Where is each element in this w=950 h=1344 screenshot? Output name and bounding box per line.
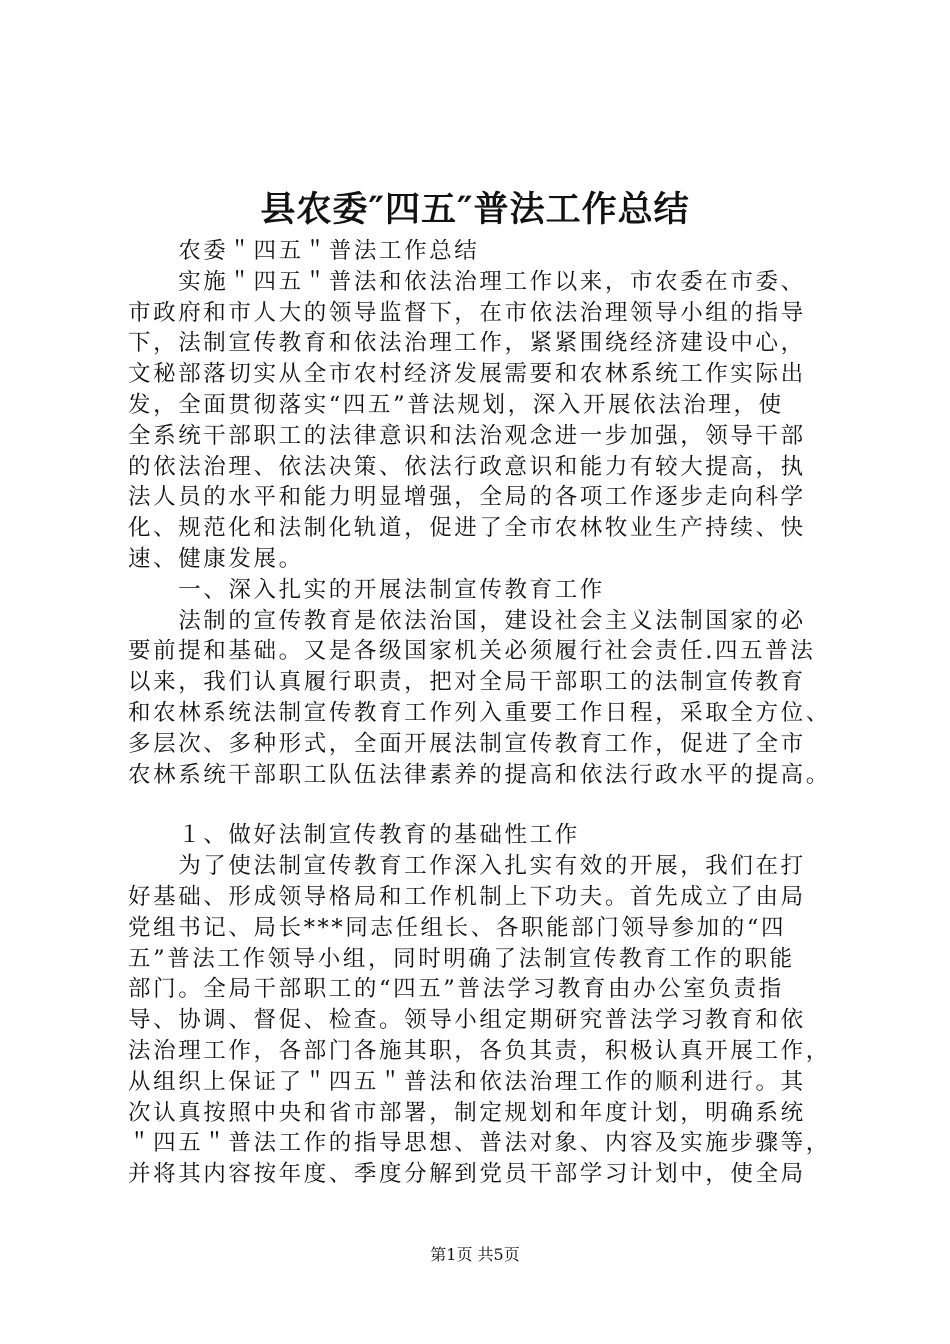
text-line: 下，法制宣传教育和依法治理工作，紧紧围绕经济建设中心，: [128, 330, 806, 357]
text-line: 和农林系统法制宣传教育工作列入重要工作日程，采取全方位、: [128, 699, 831, 726]
text-line: 五”普法工作领导小组，同时明确了法制宣传教育工作的职能: [128, 945, 795, 972]
text-line: 文秘部落切实从全市农村经济发展需要和农林系统工作实际出: [128, 361, 806, 388]
text-line: ＂四五＂普法工作的指导思想、普法对象、内容及实施步骤等，: [128, 1130, 831, 1157]
text-line: 为了使法制宣传教育工作深入扎实有效的开展，我们在打: [128, 853, 806, 880]
text-line: 法治理工作，各部门各施其职，各负其责，积极认真开展工作，: [128, 1037, 831, 1064]
text-line: 实施＂四五＂普法和依法治理工作以来，市农委在市委、: [128, 268, 806, 295]
text-line: 农林系统干部职工队伍法律素养的提高和依法行政水平的提高。: [128, 761, 831, 788]
text-line: 一、深入扎实的开展法制宣传教育工作: [128, 576, 605, 603]
text-line: 法人员的水平和能力明显增强，全局的各项工作逐步走向科学: [128, 484, 806, 511]
text-line: 导、协调、督促、检查。领导小组定期研究普法学习教育和依: [128, 1007, 806, 1034]
text-line: 好基础、形成领导格局和工作机制上下功夫。首先成立了由局: [128, 883, 806, 910]
text-line: 速、健康发展。: [128, 545, 304, 572]
text-line: １、做好法制宣传教育的基础性工作: [128, 822, 580, 849]
text-line: 多层次、多种形式，全面开展法制宣传教育工作，促进了全市: [128, 730, 806, 757]
text-line: 法制的宣传教育是依法治国，建设社会主义法制国家的必: [128, 607, 806, 634]
paragraph-gap: [128, 790, 848, 820]
text-line: 化、规范化和法制化轨道，促进了全市农林牧业生产持续、快: [128, 515, 806, 542]
text-line: 全系统干部职工的法律意识和法治观念进一步加强，领导干部: [128, 422, 806, 449]
text-line: 发，全面贯彻落实“四五”普法规划，深入开展依法治理，使: [128, 391, 784, 418]
document-title: 县农委″四五″普法工作总结: [260, 190, 690, 230]
text-line: 市政府和市人大的领导监督下，在市依法治理领导小组的指导: [128, 299, 806, 326]
text-line: 次认真按照中央和省市部署，制定规划和年度计划，明确系统: [128, 1099, 806, 1126]
page-footer: 第1页 共5页: [430, 1245, 520, 1264]
text-line: 部门。全局干部职工的“四五”普法学习教育由办公室负责指: [128, 976, 784, 1003]
text-line: 以来，我们认真履行职责，把对全局干部职工的法制宣传教育: [128, 669, 806, 696]
text-line: 党组书记、局长***同志任组长、各职能部门领导参加的“四: [128, 914, 787, 941]
text-line: 农委＂四五＂普法工作总结: [128, 238, 480, 264]
text-line: 并将其内容按年度、季度分解到党员干部学习计划中，使全局: [128, 1161, 806, 1188]
document-body: [128, 236, 848, 1190]
text-line: 要前提和基础。又是各级国家机关必须履行社会责任.四五普法: [128, 638, 816, 665]
text-line: 从组织上保证了＂四五＂普法和依法治理工作的顺利进行。其: [128, 1068, 806, 1095]
text-line: 的依法治理、依法决策、依法行政意识和能力有较大提高，执: [128, 453, 806, 480]
